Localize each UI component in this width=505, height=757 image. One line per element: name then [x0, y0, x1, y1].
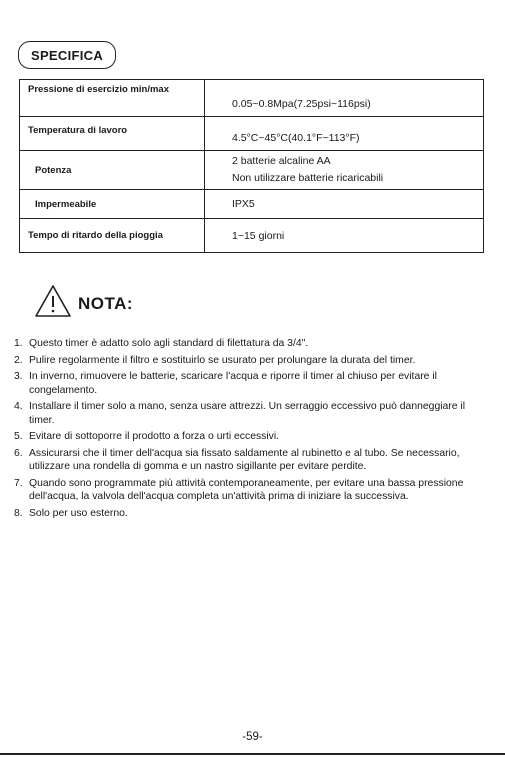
list-item: 2. Pulire regolarmente il filtro e sostituirlo se usurato per prolungare la durata del timer.: [14, 354, 416, 366]
spec-value: 0.05~0.8Mpa(7.25psi~116psi): [205, 80, 484, 117]
spec-table: [19, 79, 484, 253]
spec-row-pressure: [20, 80, 484, 117]
spec-title: SPECIFICA: [18, 41, 116, 69]
list-item: 1. Questo timer è adatto solo agli standard di filettatura da 3/4".: [14, 338, 309, 349]
spec-value: 1~15 giorni: [205, 219, 484, 253]
warning-triangle-icon: [34, 284, 72, 318]
spec-row-power: [20, 151, 484, 190]
footer-rule: [0, 753, 505, 755]
nota-heading: [34, 283, 194, 319]
spec-value: IPX5: [205, 190, 484, 219]
spec-row-temperature: [20, 117, 484, 151]
spec-label: Pressione di esercizio min/max: [20, 80, 205, 117]
list-item: 6. Assicurarsi che il timer dell'acqua sia fissato saldamente al rubinetto e al tubo. Se necessario, utilizzare una rondella di gomma e un nastro sigillante per evitare perdite.: [14, 448, 460, 473]
page-number: -59-: [242, 731, 263, 743]
list-item: 7. Quando sono programmate più attività contemporaneamente, per evitare una bassa pressione dell'acqua, la valvola dell'acqua completa un'attività prima di iniziare la successiva.: [14, 478, 464, 503]
spec-row-waterproof: [20, 190, 484, 219]
nota-title: NOTA:: [78, 294, 134, 313]
spec-value: 4.5°C~45°C(40.1°F~113°F): [205, 117, 484, 151]
spec-value: 2 batterie alcaline AA Non utilizzare batterie ricaricabili: [205, 151, 484, 190]
list-item: 3. In inverno, rimuovere le batterie, scaricare l'acqua e riporre il timer al chiuso per evitare il congelamento.: [14, 371, 437, 396]
list-item: 8. Solo per uso esterno.: [14, 508, 128, 519]
list-item: 5. Evitare di sottoporre il prodotto a forza o urti eccessivi.: [14, 431, 280, 443]
list-item: 4. Installare il timer solo a mano, senza usare attrezzi. Un serraggio eccessivo può danneggiare il timer.: [14, 401, 466, 426]
spec-label: Potenza: [20, 151, 205, 190]
spec-row-rain-delay: [20, 219, 484, 253]
spec-label: Tempo di ritardo della pioggia: [20, 219, 205, 253]
notes-list: [14, 337, 484, 524]
spec-label: Temperatura di lavoro: [20, 117, 205, 151]
spec-label: Impermeabile: [20, 190, 205, 219]
